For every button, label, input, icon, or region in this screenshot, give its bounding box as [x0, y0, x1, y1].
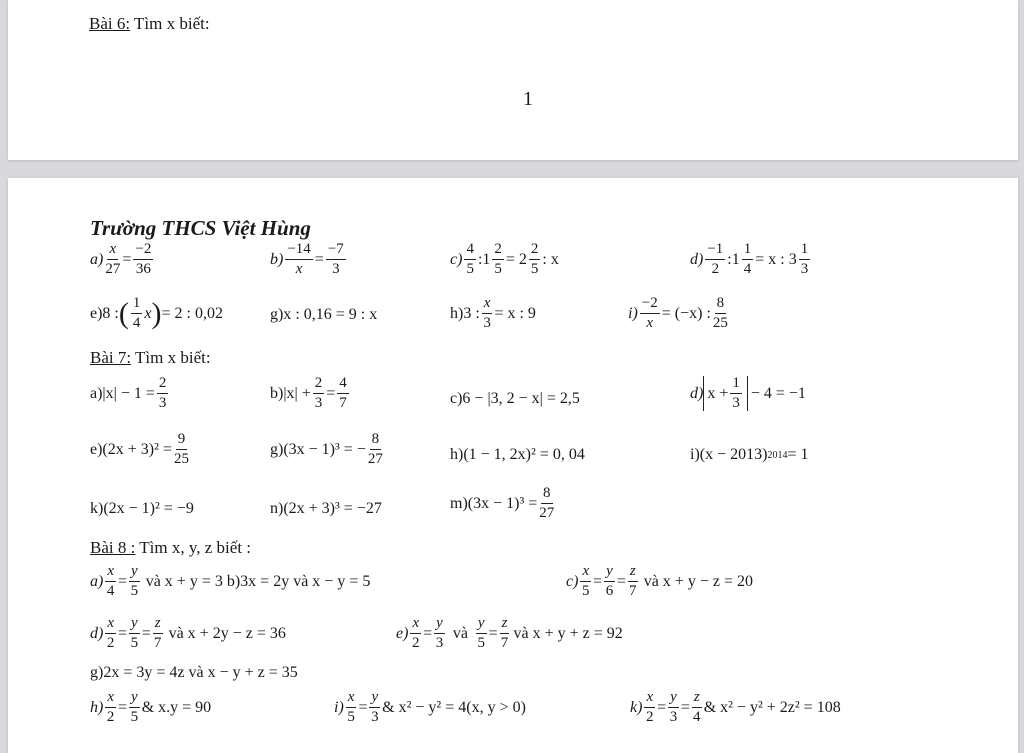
b7-m: m)(3x − 1)³ = $\frac{8}{27}$ [450, 485, 555, 521]
b7-h: h)(1 − 1, 2x)² = 0, 04 [450, 446, 585, 463]
b7-c: c)6 − |3, 2 − x| = 2,5 [450, 390, 580, 407]
b7-n: n)(2x + 3)³ = −27 [270, 500, 382, 517]
b8-i: i) $\frac{x}{5}$ = $\frac{y}{3}$ & x² − y² = 4(x, y > 0) [334, 689, 526, 725]
b7-k: k)(2x − 1)² = −9 [90, 500, 194, 517]
b7-a: a)|x| − 1 = $\frac{2}{3}$ [90, 375, 167, 411]
b8-e: e) $\frac{x}{2}$ = $\frac{y}{3}$ và $\frac{y}{5}$ = $\frac{z}{7}$ và x + y + z = 92 [396, 615, 623, 651]
b8-h: h) $\frac{x}{2}$ = $\frac{y}{5}$ & x.y = 90 [90, 689, 212, 725]
b6-i: i) $\frac{-2}{x}$ = (−x) : $\frac{8}{25}$ [628, 295, 728, 331]
b8-a-b: a) $\frac{x}{4}$ = $\frac{y}{5}$ và x + y = 3 b)3x = 2y và x − y = 5 [90, 563, 371, 599]
b8-c: c) $\frac{x}{5}$ = $\frac{y}{6}$ = $\frac{z}{7}$ và x + y − z = 20 [566, 563, 753, 599]
b6-a: a) $\frac{x}{27}$ = $\frac{-2}{36}$ [90, 241, 152, 277]
page-1 [8, 0, 1018, 160]
bai7-heading: Bài 7: Tìm x biết: [90, 348, 211, 367]
page-2 [8, 178, 1018, 753]
b8-d: d) $\frac{x}{2}$ = $\frac{y}{5}$ = $\frac{z}{7}$ và x + 2y − z = 36 [90, 615, 286, 651]
b6-g: g)x : 0,16 = 9 : x [270, 306, 378, 323]
b7-b: b)|x| + $\frac{2}{3}$ = $\frac{4}{7}$ [270, 375, 347, 411]
b7-g: g)(3x − 1)³ = − $\frac{8}{27}$ [270, 431, 383, 467]
b8-k: k) $\frac{x}{2}$ = $\frac{y}{3}$ = $\frac{z}{4}$ & x² − y² + 2z² = 108 [630, 689, 841, 725]
b8-g: g)2x = 3y = 4z và x − y + z = 35 [90, 664, 298, 681]
b7-i: i)(x − 2013) 2014 = 1 [690, 446, 809, 463]
b6-d: d) $\frac{-1}{2}$ :1 $\frac{1}{4}$ = x : 3 $\frac{1}{3}$ [690, 241, 809, 277]
b7-d: d) x + $\frac{1}{3}$ − 4 = −1 [690, 375, 806, 411]
b6-c: c) $\frac{4}{5}$ :1 $\frac{2}{5}$ = 2 $\frac{2}{5}$ : x [450, 241, 559, 277]
bai6-heading: Bài 6: Tìm x biết: [89, 14, 210, 33]
b7-e: e)(2x + 3)² = $\frac{9}{25}$ [90, 431, 189, 467]
page-number: 1 [523, 88, 533, 110]
bai8-heading: Bài 8 : Tìm x, y, z biết : [90, 538, 252, 557]
school-title: Trường THCS Việt Hùng [90, 216, 311, 240]
b6-b: b) $\frac{-14}{x}$ = $\frac{-7}{3}$ [270, 241, 344, 277]
b6-e: e)8 : ( $\frac{1}{4}$ x ) = 2 : 0,02 [90, 295, 223, 331]
b6-h: h)3 : $\frac{x}{3}$ = x : 9 [450, 295, 536, 331]
